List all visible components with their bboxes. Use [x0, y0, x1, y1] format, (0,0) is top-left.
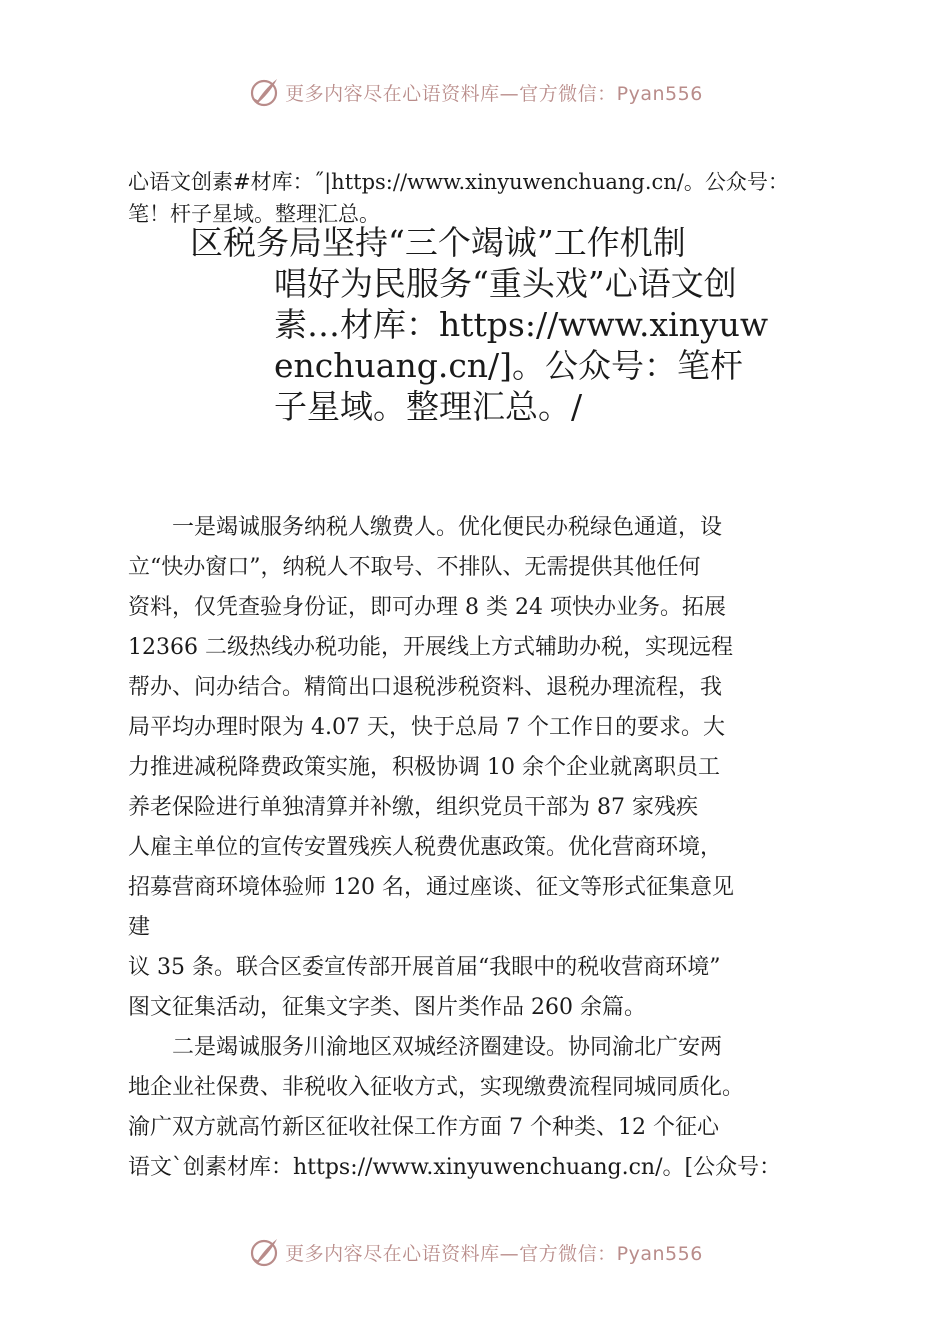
- document-title: [190, 222, 770, 427]
- paragraph-line: 立“快办窗口”，纳税人不取号、不排队、无需提供其他任何: [128, 555, 701, 580]
- paragraph-line: 帮办、问办结合。精简出口退税涉税资料、退税办理流程，我: [128, 675, 723, 700]
- paragraph-line: 地企业社保费、非税收入征收方式，实现缴费流程同城同质化。: [128, 1075, 745, 1100]
- paragraph-2: [128, 1028, 828, 1188]
- paragraph-line: 渝广双方就高竹新区征收社保工作方面 7 个种类、12 个征心: [128, 1115, 719, 1140]
- document-body: [128, 508, 828, 1188]
- quill-logo-icon: [247, 75, 281, 109]
- watermark-text: 更多内容尽在心语资料库—官方微信：Pyan556: [285, 1242, 703, 1265]
- watermark-banner-bottom: [0, 1232, 950, 1272]
- paragraph-line: 二是竭诚服务川渝地区双城经济圈建设。协同渝北广安两: [172, 1035, 723, 1060]
- intro-source-note: 心语文创素#材库：˝|https://www.xinyuwenchuang.cn/。公众号：笔！杆子星域。整理汇总。: [128, 170, 789, 226]
- watermark-text: 更多内容尽在心语资料库—官方微信：Pyan556: [285, 82, 703, 105]
- paragraph-line: 养老保险进行单独清算并补缴，组织党员干部为 87 家残疾: [128, 795, 698, 820]
- paragraph-1: [128, 508, 828, 1028]
- quill-logo-icon: [247, 1235, 281, 1269]
- paragraph-line: 图文征集活动，征集文字类、图片类作品 260 余篇。: [128, 995, 646, 1020]
- paragraph-line: 资料，仅凭查验身份证，即可办理 8 类 24 项快办业务。拓展: [128, 595, 726, 620]
- paragraph-line: 语文`创素材库：https://www.xinyuwenchuang.cn/。[公众号：: [128, 1155, 782, 1180]
- title-line-1: 区税务局坚持“三个竭诚”工作机制: [190, 223, 686, 262]
- paragraph-line: 招募营商环境体验师 120 名，通过座谈、征文等形式征集意见: [128, 875, 734, 900]
- paragraph-line: 一是竭诚服务纳税人缴费人。优化便民办税绿色通道，设: [172, 515, 723, 540]
- title-continuation: 唱好为民服务“重头戏”心语文创素…材库：https://www.xinyuwenchuang.cn/]。公众号：笔杆子星域。整理汇总。/: [274, 264, 769, 426]
- paragraph-line: 建: [128, 915, 151, 940]
- paragraph-line: 力推进减税降费政策实施，积极协调 10 余个企业就离职员工: [128, 755, 720, 780]
- paragraph-line: 局平均办理时限为 4.07 天，快于总局 7 个工作日的要求。大: [128, 715, 725, 740]
- watermark-banner-top: [0, 72, 950, 112]
- paragraph-line: 12366 二级热线办税功能，开展线上方式辅助办税，实现远程: [128, 635, 733, 660]
- paragraph-line: 议 35 条。联合区委宣传部开展首届“我眼中的税收营商环境”: [128, 955, 721, 980]
- paragraph-line: 人雇主单位的宣传安置残疾人税费优惠政策。优化营商环境，: [128, 835, 723, 860]
